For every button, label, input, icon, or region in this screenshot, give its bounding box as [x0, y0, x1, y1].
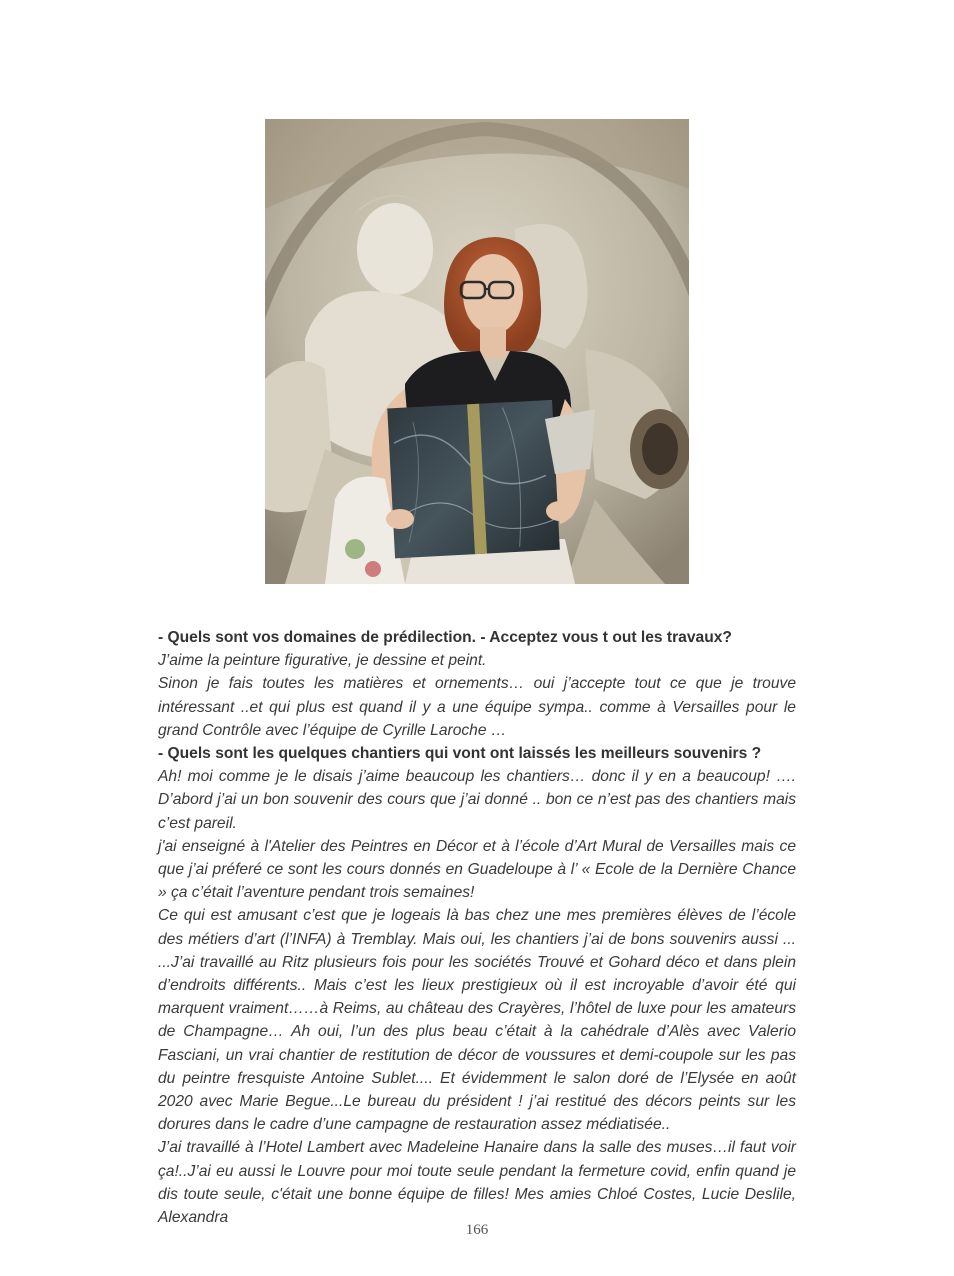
interview-answer: Ce qui est amusant c’est que je logeais là bas chez une mes premières élèves de l’école des métiers d’art (l’INFA) à Tremblay. Mais oui, les chantiers j’ai de bons souvenirs aussi ... ...J’ai travaillé au Ritz plusieurs fois pour les sociétés Trouvé et Gohard déco et dans plein d’endroits différents.. Mais c’est les lieux prestigieux où il est incroyable d’avoir été qui marquent vraiment……à Reims, au château des Crayères, l’hôtel de luxe pour les amateurs de Champagne… Ah oui, l’un des plus beau c’était à la cahédrale d’Alès avec Valerio Fasciani, un vrai chantier de restitution de décor de voussures et demi-coupole sur les pas du peintre fresquiste Antoine Sublet.... Et évidemment le salon doré de l’Elysée en août 2020 avec Marie Begue...Le bureau du président ! j’ai restitué des décors peints sur les dorures dans le cadre d’une campagne de restauration assez médiatisée.. — [158, 907, 796, 1134]
interview-answer: J’aime la peinture figurative, je dessine et peint. — [158, 652, 487, 670]
page-number: 166 — [465, 1222, 489, 1238]
interview-answer: Sinon je fais toutes les matières et ornements… oui j’accepte tout ce que je trouve intéressant ..et qui plus est quand il y a une équipe sympa.. comme à Versailles pour le grand Contrôle avec l’équipe de Cyrille Laroche … — [158, 675, 796, 739]
portrait-photo — [265, 119, 689, 584]
interview-question-1: - Quels sont vos domaines de prédilection. - Acceptez vous t out les travaux? — [158, 629, 732, 646]
photo-illustration — [265, 119, 689, 584]
interview-answer: j'ai enseigné à l'Atelier des Peintres en Décor et à l’école d’Art Mural de Versailles mais ce que j’ai préferé ce sont les cours donnés en Guadeloupe à l’ « Ecole de la Dernière Chance » ça c’était l’aventure pendant trois semaines! — [158, 837, 796, 902]
interview-text — [158, 626, 796, 1229]
interview-answer: J’ai travaillé à l’Hotel Lambert avec Madeleine Hanaire dans la salle des muses…il faut voir ça!..J’ai eu aussi le Louvre pour moi toute seule pendant la fermeture covid, enfin quand je dis toute seule, c'était une bonne équipe de filles! Mes amies Chloé Costes, Lucie Deslile, Alexandra — [158, 1139, 796, 1227]
interview-answer: Ah! moi comme je le disais j’aime beaucoup les chantiers… donc il y en a beaucoup! …. D’abord j’ai un bon souvenir des cours que j’ai donné .. bon ce n’est pas des chantiers mais c’est pareil. — [158, 768, 796, 832]
interview-question-2: - Quels sont les quelques chantiers qui vont ont laissés les meilleurs souvenirs ? — [158, 745, 762, 763]
